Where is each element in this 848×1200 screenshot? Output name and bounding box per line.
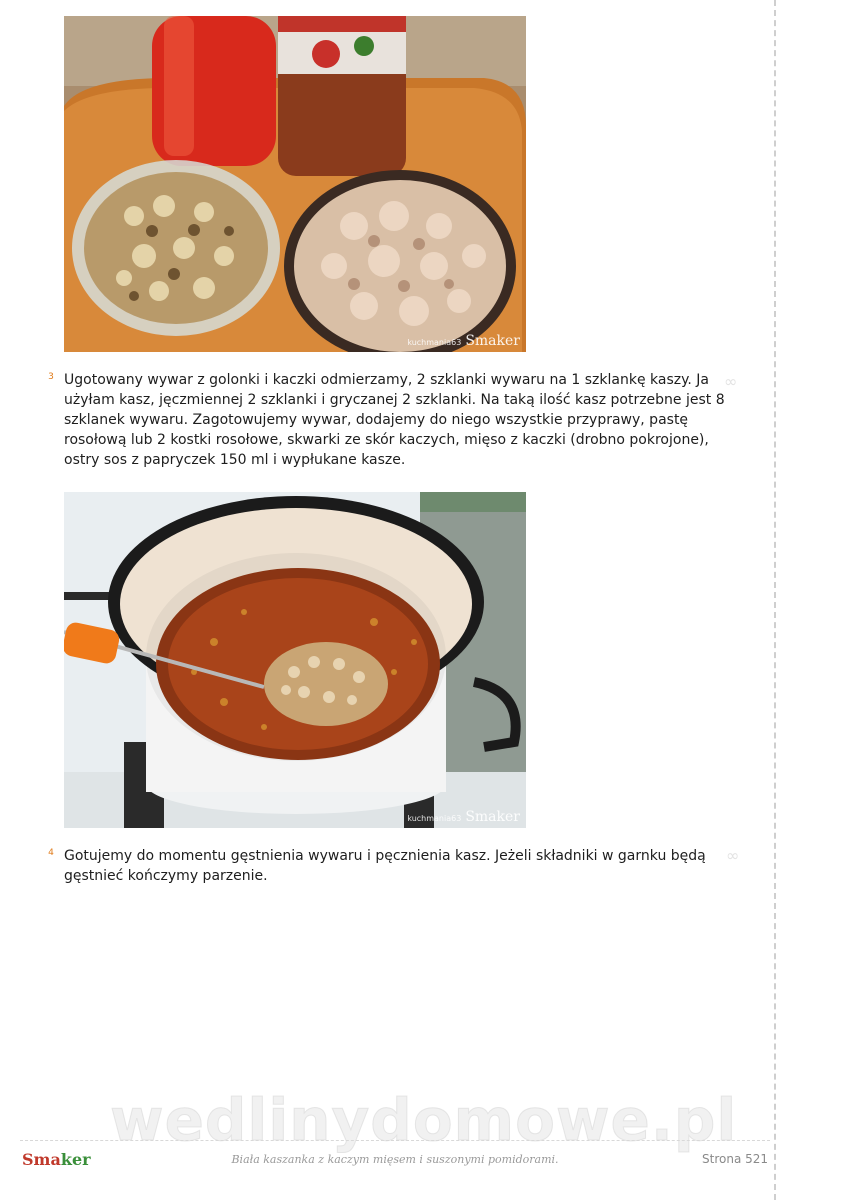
footer-divider [20,1140,770,1141]
bone-decoration-icon: ∞ [726,846,740,865]
photo-watermark-user: kuchmania63 [407,338,462,347]
photo-watermark [407,809,520,825]
step-number: 3 [48,372,54,382]
recipe-step [44,370,764,470]
step-number: 4 [48,848,54,858]
photo-watermark [407,333,520,349]
footer-page-number: Strona 521 [702,1152,769,1166]
recipe-photo-cooking-pot [64,492,526,828]
step-text: Gotujemy do momentu gęstnienia wywaru i pęcznienia kasz. Jeżeli składniki w garnku będą gęstnieć kończymy parzenie. [64,848,706,884]
recipe-photo-ingredients [64,16,526,352]
photo-watermark-user: kuchmania63 [407,814,462,823]
recipe-step [44,846,764,886]
bone-decoration-icon: ∞ [724,372,738,391]
photo-watermark-brand: Smaker [465,809,520,825]
footer-logo-part2: ker [60,1150,91,1169]
site-watermark: wedlinydomowe.pl [110,1086,738,1154]
step-text: Ugotowany wywar z golonki i kaczki odmierzamy, 2 szklanki wywaru na 1 szklankę kaszy. Ja użyłam kasz, jęczmiennej 2 szklanki i gryczanej 2 szklanki. Na taką ilość kasz potrzebne jest 8 szklanek wywaru. Zagotowujemy wywar, dodajemy do niego wszystkie przyprawy, pastę rosołową lub 2 kostki rosołowe, skwarki ze skór kaczych, mięso z kaczki (drobno pokrojone), ostry sos z papryczek 150 ml i wypłukane kasze. [64,372,725,468]
footer-logo [22,1150,91,1169]
page-cut-line [774,0,776,1200]
photo-watermark-brand: Smaker [465,333,520,349]
footer-recipe-title: Biała kaszanka z kaczym mięsem i suszonymi pomidorami. [231,1153,559,1166]
footer-logo-part1: Sma [22,1150,61,1169]
